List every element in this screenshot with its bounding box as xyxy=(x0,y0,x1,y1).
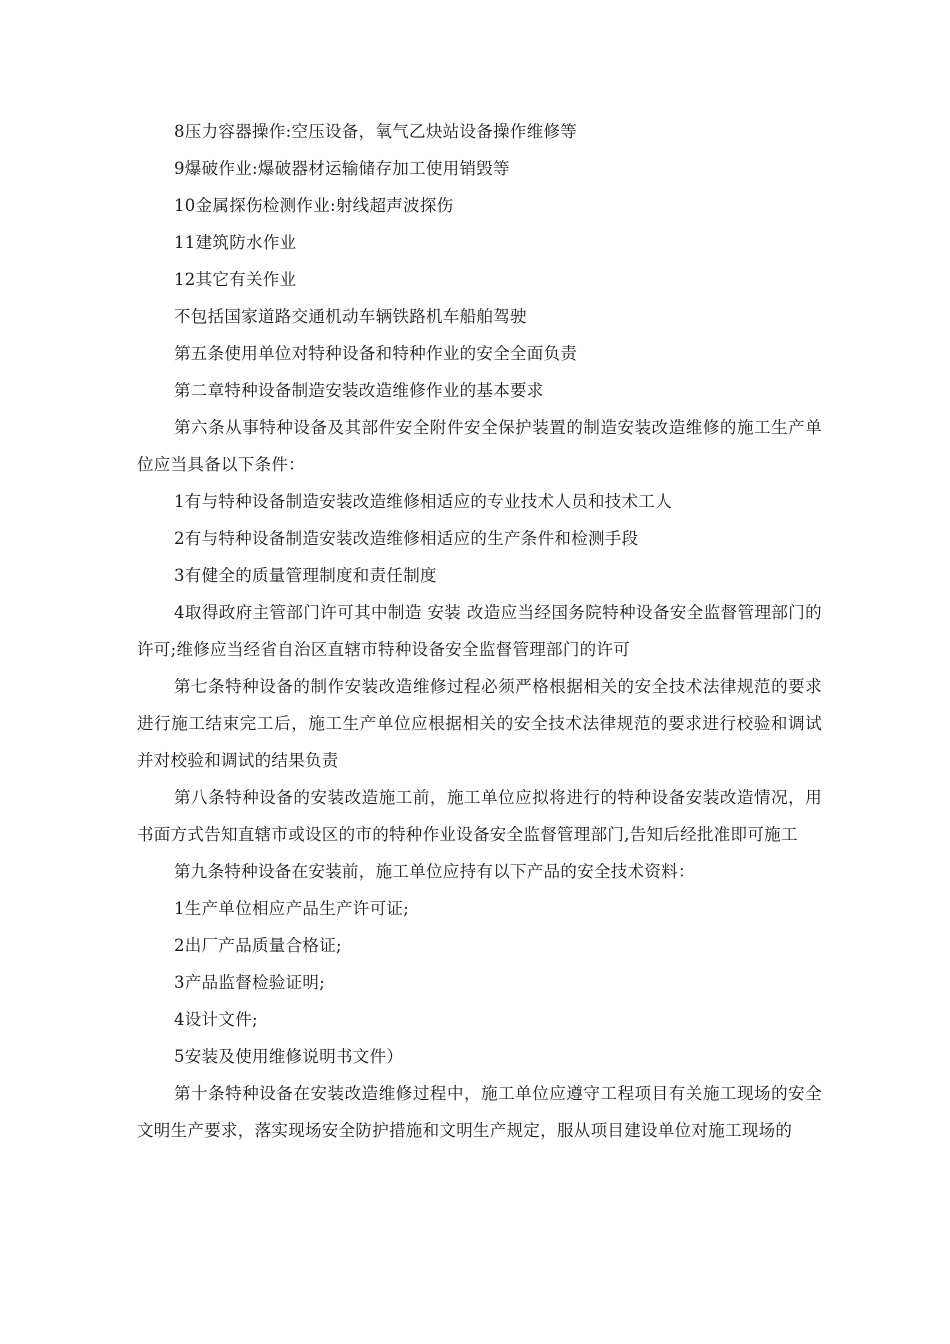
paragraph: 第七条特种设备的制作安装改造维修过程必须严格根据相关的安全技术法律规范的要求进行施工结束完工后，施工生产单位应根据相关的安全技术法律规范的要求进行校验和调试并对校验和调试的结果负责 xyxy=(137,677,822,770)
paragraph: 11建筑防水作业 xyxy=(174,233,297,252)
paragraph: 第六条从事特种设备及其部件安全附件安全保护装置的制造安装改造维修的施工生产单位应当具备以下条件： xyxy=(137,418,822,474)
paragraph: 4取得政府主管部门许可其中制造 安装 改造应当经国务院特种设备安全监督管理部门的许可;维修应当经省自治区直辖市特种设备安全监督管理部门的许可 xyxy=(137,603,822,659)
paragraph: 1有与特种设备制造安装改造维修相适应的专业技术人员和技术工人 xyxy=(174,492,672,511)
paragraph: 5安装及使用维修说明书文件） xyxy=(174,1047,404,1066)
paragraph: 不包括国家道路交通机动车辆铁路机车船舶驾驶 xyxy=(174,307,527,326)
paragraph: 4设计文件; xyxy=(174,1010,258,1029)
paragraph: 第五条使用单位对特种设备和特种作业的安全全面负责 xyxy=(174,344,578,363)
paragraph: 1生产单位相应产品生产许可证; xyxy=(174,899,410,918)
paragraph: 9爆破作业:爆破器材运输储存加工使用销毁等 xyxy=(174,159,510,178)
paragraph: 12其它有关作业 xyxy=(174,270,297,289)
paragraph: 3有健全的质量管理制度和责任制度 xyxy=(174,566,437,585)
paragraph: 10金属探伤检测作业:射线超声波探伤 xyxy=(174,196,454,215)
paragraph: 第八条特种设备的安装改造施工前，施工单位应拟将进行的特种设备安装改造情况，用书面方式告知直辖市或设区的市的特种作业设备安全监督管理部门,告知后经批准即可施工 xyxy=(137,788,822,844)
paragraph: 8压力容器操作:空压设备，氧气乙炔站设备操作维修等 xyxy=(174,122,578,141)
paragraph: 第九条特种设备在安装前，施工单位应持有以下产品的安全技术资料： xyxy=(174,862,695,881)
paragraph: 3产品监督检验证明; xyxy=(174,973,326,992)
paragraph: 2出厂产品质量合格证; xyxy=(174,936,342,955)
paragraph: 2有与特种设备制造安装改造维修相适应的生产条件和检测手段 xyxy=(174,529,639,548)
chapter-heading: 第二章特种设备制造安装改造维修作业的基本要求 xyxy=(174,381,544,400)
paragraph: 第十条特种设备在安装改造维修过程中，施工单位应遵守工程项目有关施工现场的安全文明生产要求，落实现场安全防护措施和文明生产规定，服从项目建设单位对施工现场的 xyxy=(137,1084,822,1140)
